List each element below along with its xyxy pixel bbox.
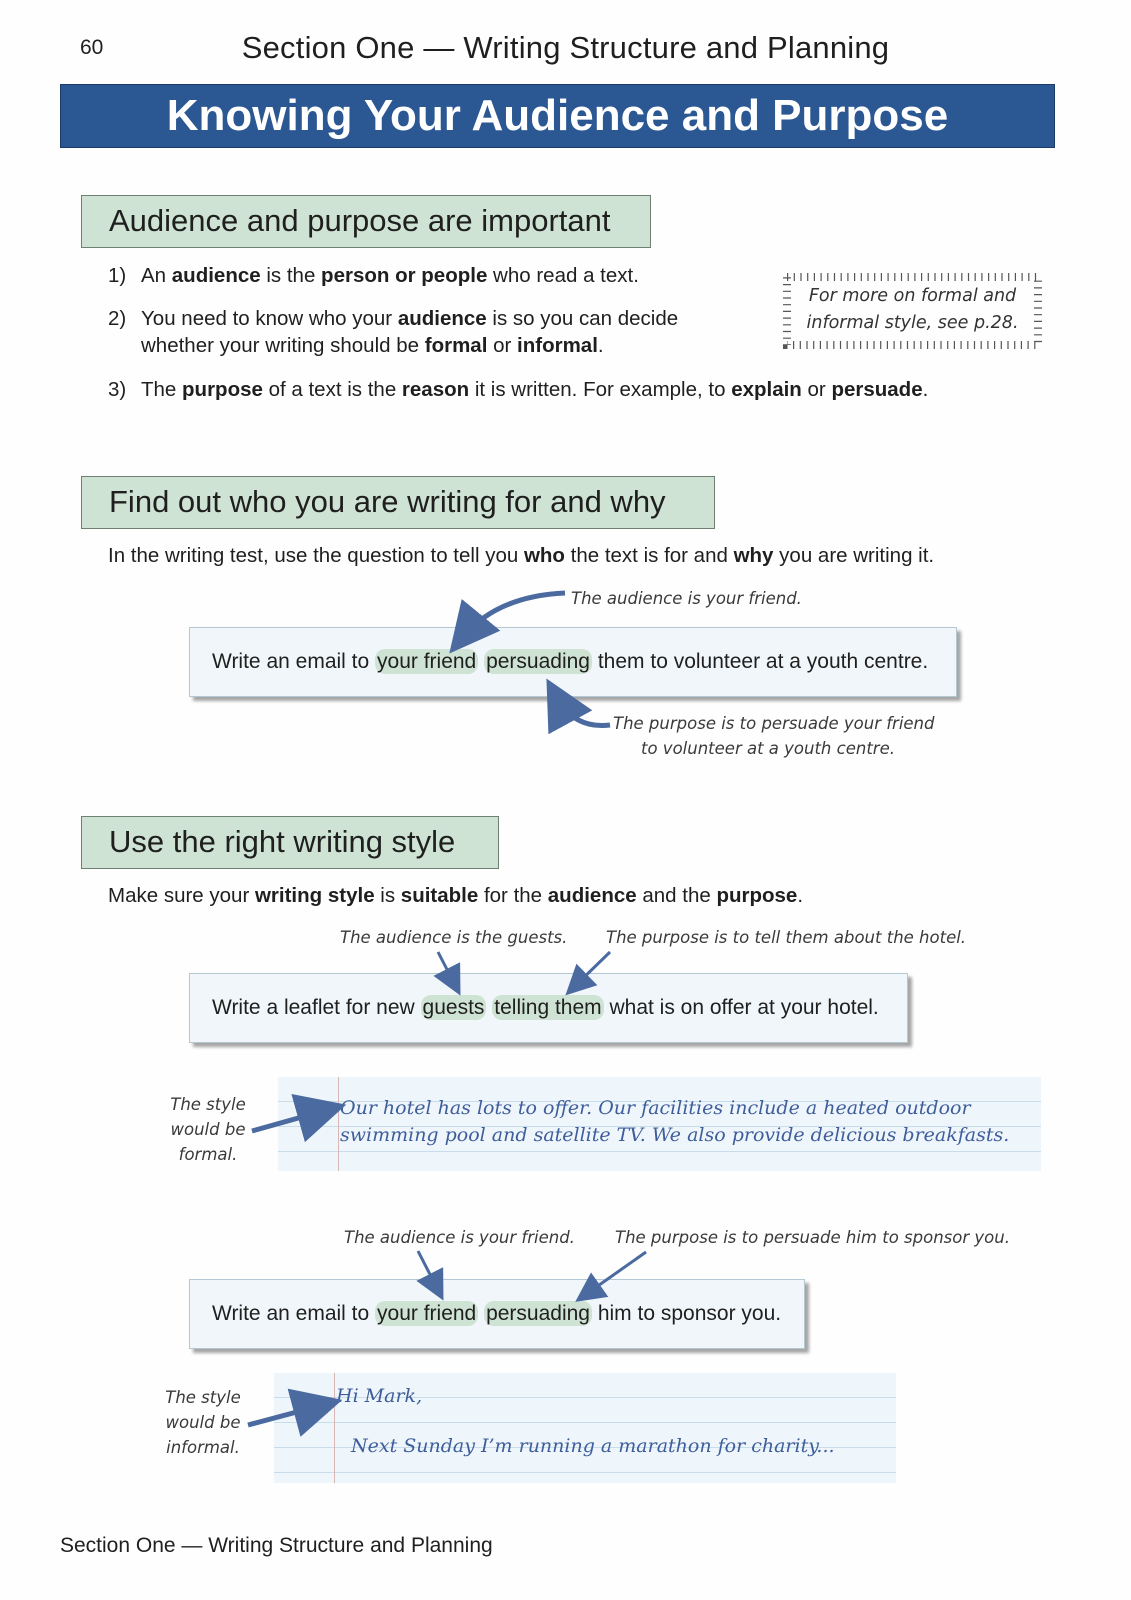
annotation-purpose: The purpose is to persuade your friend to volunteer at a youth centre. xyxy=(613,714,935,758)
section-heading-writing-style: Use the right writing style xyxy=(81,816,499,869)
item-text: You need to know who your audience is so you can decide whether your writing should be formal or informal. xyxy=(141,307,679,357)
list-item xyxy=(108,376,1058,404)
page-number: 60 xyxy=(80,36,104,59)
highlight-audience: your friend xyxy=(377,1302,477,1325)
question-box xyxy=(189,627,957,697)
question-text: Write an email to your friend persuading him to sponsor you. xyxy=(212,1302,782,1325)
section-intro: In the writing test, use the question to tell you who the text is for and why you are writing it. xyxy=(108,544,935,567)
item-text: An audience is the person or people who read a text. xyxy=(141,264,639,287)
section-intro: Make sure your writing style is suitable for the audience and the purpose. xyxy=(108,884,804,907)
annotation-purpose: The purpose is to persuade him to sponsor you. xyxy=(615,1228,1010,1247)
highlight-audience: guests xyxy=(422,996,485,1019)
list-item xyxy=(108,262,788,290)
cross-reference-tip xyxy=(785,275,1040,347)
list-item xyxy=(108,305,788,361)
tip-line: For more on formal and xyxy=(808,286,1017,306)
item-text: The purpose of a text is the reason it is written. For example, to explain or persuade. xyxy=(141,378,929,401)
tip-line: informal style, see p.28. xyxy=(806,313,1019,333)
annotation-audience: The audience is the guests. xyxy=(340,928,568,947)
page-footer: Section One — Writing Structure and Planning xyxy=(60,1534,493,1557)
annotation-purpose: The purpose is to tell them about the hotel. xyxy=(606,928,967,947)
item-number: 3) xyxy=(108,378,127,401)
question-box xyxy=(189,973,908,1043)
style-label-informal: The style would be informal. xyxy=(165,1388,241,1457)
section-heading-audience-purpose: Audience and purpose are important xyxy=(81,195,651,248)
section-title: Section One — Writing Structure and Planning xyxy=(241,30,890,65)
annotation-audience: The audience is your friend. xyxy=(344,1228,575,1247)
item-number: 1) xyxy=(108,264,127,287)
lined-paper-informal xyxy=(274,1373,896,1483)
question-text: Write an email to your friend persuading them to volunteer at a youth centre. xyxy=(212,650,929,673)
lined-paper-formal xyxy=(278,1077,1041,1171)
highlight-purpose: persuading xyxy=(486,1302,590,1325)
highlight-purpose: telling them xyxy=(494,996,602,1019)
page-title-banner: Knowing Your Audience and Purpose xyxy=(60,84,1055,148)
highlight-audience: your friend xyxy=(377,650,477,673)
annotation-audience: The audience is your friend. xyxy=(571,589,802,608)
item-number: 2) xyxy=(108,307,127,330)
highlight-purpose: persuading xyxy=(486,650,590,673)
handwritten-greeting: Hi Mark, xyxy=(336,1385,423,1407)
handwritten-example: Next Sunday I’m running a marathon for charity... xyxy=(351,1435,835,1457)
section-heading-find-out: Find out who you are writing for and why xyxy=(81,476,715,529)
style-label-formal: The style would be formal. xyxy=(170,1095,246,1164)
handwritten-example: Our hotel has lots to offer. Our facilities include a heated outdoor swimming pool and satellite TV. We also provide delicious breakfasts. xyxy=(340,1097,1010,1146)
question-text: Write a leaflet for new guests telling them what is on offer at your hotel. xyxy=(212,996,879,1019)
question-box xyxy=(189,1279,805,1349)
arrow-purpose-icon xyxy=(556,696,610,726)
